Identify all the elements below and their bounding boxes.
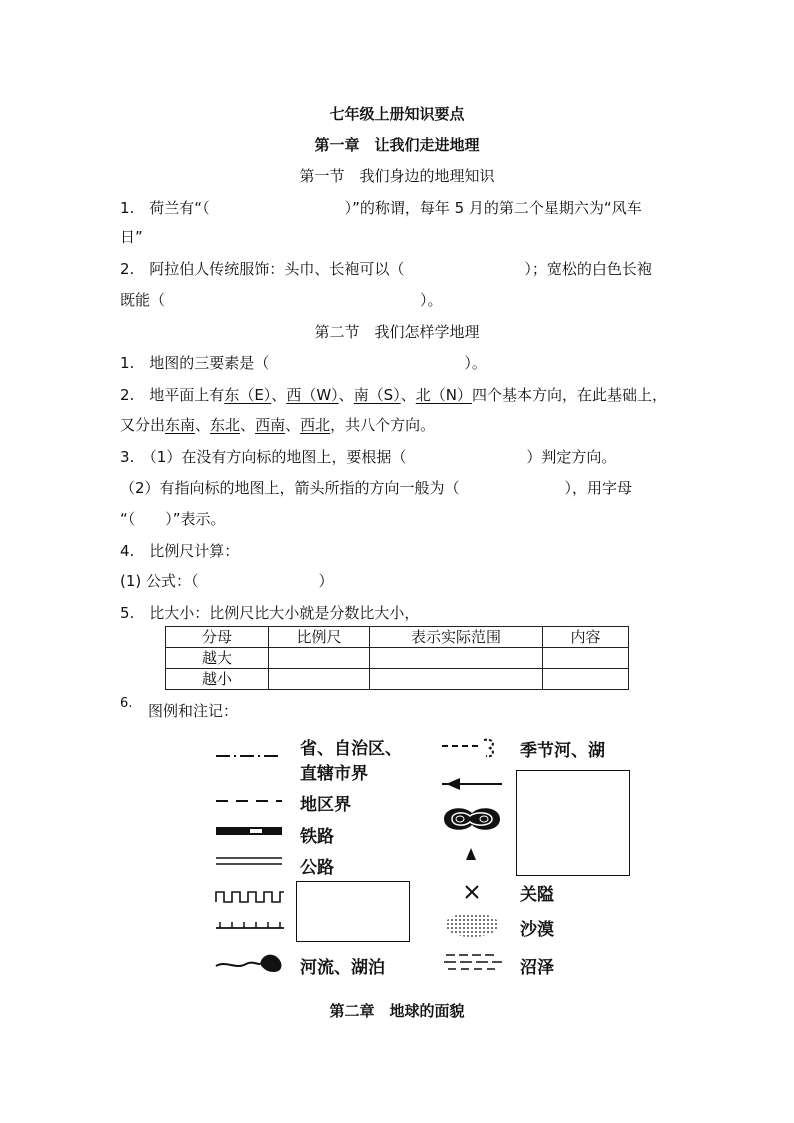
mountain-peak-triangle-icon <box>463 846 479 862</box>
document-title: 七年级上册知识要点 <box>329 105 465 123</box>
separator: 、 <box>400 386 416 404</box>
table-row <box>166 669 629 690</box>
legend-blank-box-right <box>516 770 630 876</box>
legend-province-border-label-1: 省、自治区、 <box>300 739 402 759</box>
legend-river-lake-label: 河流、湖泊 <box>300 958 385 978</box>
legend-seasonal-label: 季节河、湖 <box>520 741 605 761</box>
table-cell <box>543 648 629 669</box>
scale-comparison-table <box>165 626 629 690</box>
desert-dots-icon <box>442 910 502 940</box>
s2-question-3-line3: “（ ）”表示。 <box>120 510 226 528</box>
s2q2-line2-suffix: ，共八个方向。 <box>330 416 436 434</box>
s2-question-3-line2: （2）有指向标的地图上，箭头所指的方向一般为（ ），用字母 <box>120 479 633 497</box>
table-cell: 越大 <box>166 648 269 669</box>
direction-southeast: 东南 <box>165 416 196 434</box>
table-header-cell: 分母 <box>166 627 269 648</box>
separator: 、 <box>338 386 354 404</box>
s2-question-6-number: 6. <box>120 696 133 711</box>
table-cell <box>269 648 370 669</box>
question-1-line2: 日” <box>120 228 143 246</box>
dam-symbol-icon <box>214 918 286 932</box>
question-2-line2: 既能（ ）。 <box>120 291 443 309</box>
s2q2-mid: 四个基本方向，在此基础上， <box>471 386 667 404</box>
separator: 、 <box>285 416 301 434</box>
s2-question-4-line2: (1) 公式：（ ） <box>120 572 334 590</box>
direction-northwest: 西北 <box>300 416 331 434</box>
table-header-cell: 内容 <box>543 627 629 648</box>
section-1-title: 第一节 我们身边的地理知识 <box>299 167 495 185</box>
legend-province-border-label-2: 直辖市界 <box>300 764 368 784</box>
table-cell <box>370 648 543 669</box>
question-2-line1: 2. 阿拉伯人传统服饰：头巾、长袍可以（ ）；宽松的白色长袍 <box>120 260 652 278</box>
s2-question-3-line1: 3. （1）在没有方向标的地图上，要根据（ ）判定方向。 <box>120 448 617 466</box>
s2q2-prefix: 2. 地平面上有 <box>120 386 225 404</box>
s2-question-6-text: 图例和注记： <box>148 702 239 720</box>
table-cell <box>543 669 629 690</box>
direction-south: 南（S） <box>353 386 401 404</box>
pass-cross-icon <box>462 882 482 902</box>
direction-southwest: 西南 <box>255 416 286 434</box>
s2-question-4-line1: 4. 比例尺计算： <box>120 542 240 560</box>
province-border-symbol-icon <box>214 750 284 762</box>
chapter-1-title: 第一章 让我们走进地理 <box>314 136 480 154</box>
direction-west: 西（W） <box>286 386 339 404</box>
canal-arrow-symbol-icon <box>440 776 504 792</box>
legend-railway-label: 铁路 <box>300 827 334 847</box>
s2q2-line2-prefix: 又分出 <box>120 416 166 434</box>
swamp-symbol-icon <box>442 950 504 976</box>
legend-highway-label: 公路 <box>300 858 334 878</box>
legend-blank-box-left <box>296 881 410 942</box>
legend-region-border-label: 地区界 <box>300 795 351 815</box>
mountain-peak-contour-icon <box>440 803 504 835</box>
highway-symbol-icon <box>214 853 284 869</box>
legend-pass-label: 关隘 <box>520 885 554 905</box>
table-header-row <box>166 627 629 648</box>
great-wall-symbol-icon <box>214 888 286 904</box>
table-cell <box>370 669 543 690</box>
table-header-cell: 比例尺 <box>269 627 370 648</box>
question-1-line1: 1. 荷兰有“（ ）”的称谓，每年 5 月的第二个星期六为“风车 <box>120 199 642 217</box>
s2-question-1: 1. 地图的三要素是（ ）。 <box>120 354 487 372</box>
separator: 、 <box>240 416 256 434</box>
region-border-symbol-icon <box>214 795 284 807</box>
direction-northeast: 东北 <box>210 416 241 434</box>
table-cell: 越小 <box>166 669 269 690</box>
section-2-title: 第二节 我们怎样学地理 <box>314 323 480 341</box>
direction-north: 北（N） <box>415 386 472 404</box>
legend-desert-label: 沙漠 <box>520 920 554 940</box>
seasonal-river-lake-symbol-icon <box>440 736 502 760</box>
legend-swamp-label: 沼泽 <box>520 958 554 978</box>
railway-symbol-icon <box>214 824 284 838</box>
chapter-2-title: 第二章 地球的面貌 <box>329 1002 465 1020</box>
table-header-cell: 表示实际范围 <box>370 627 543 648</box>
river-lake-symbol-icon <box>214 950 286 978</box>
table-cell <box>269 669 370 690</box>
table-row <box>166 648 629 669</box>
separator: 、 <box>195 416 211 434</box>
separator: 、 <box>271 386 287 404</box>
direction-east: 东（E） <box>224 386 272 404</box>
s2-question-5: 5. 比大小：比例尺比大小就是分数比大小， <box>120 604 420 622</box>
s2-question-2-line1 <box>120 384 667 405</box>
s2-question-2-line2 <box>120 414 435 435</box>
